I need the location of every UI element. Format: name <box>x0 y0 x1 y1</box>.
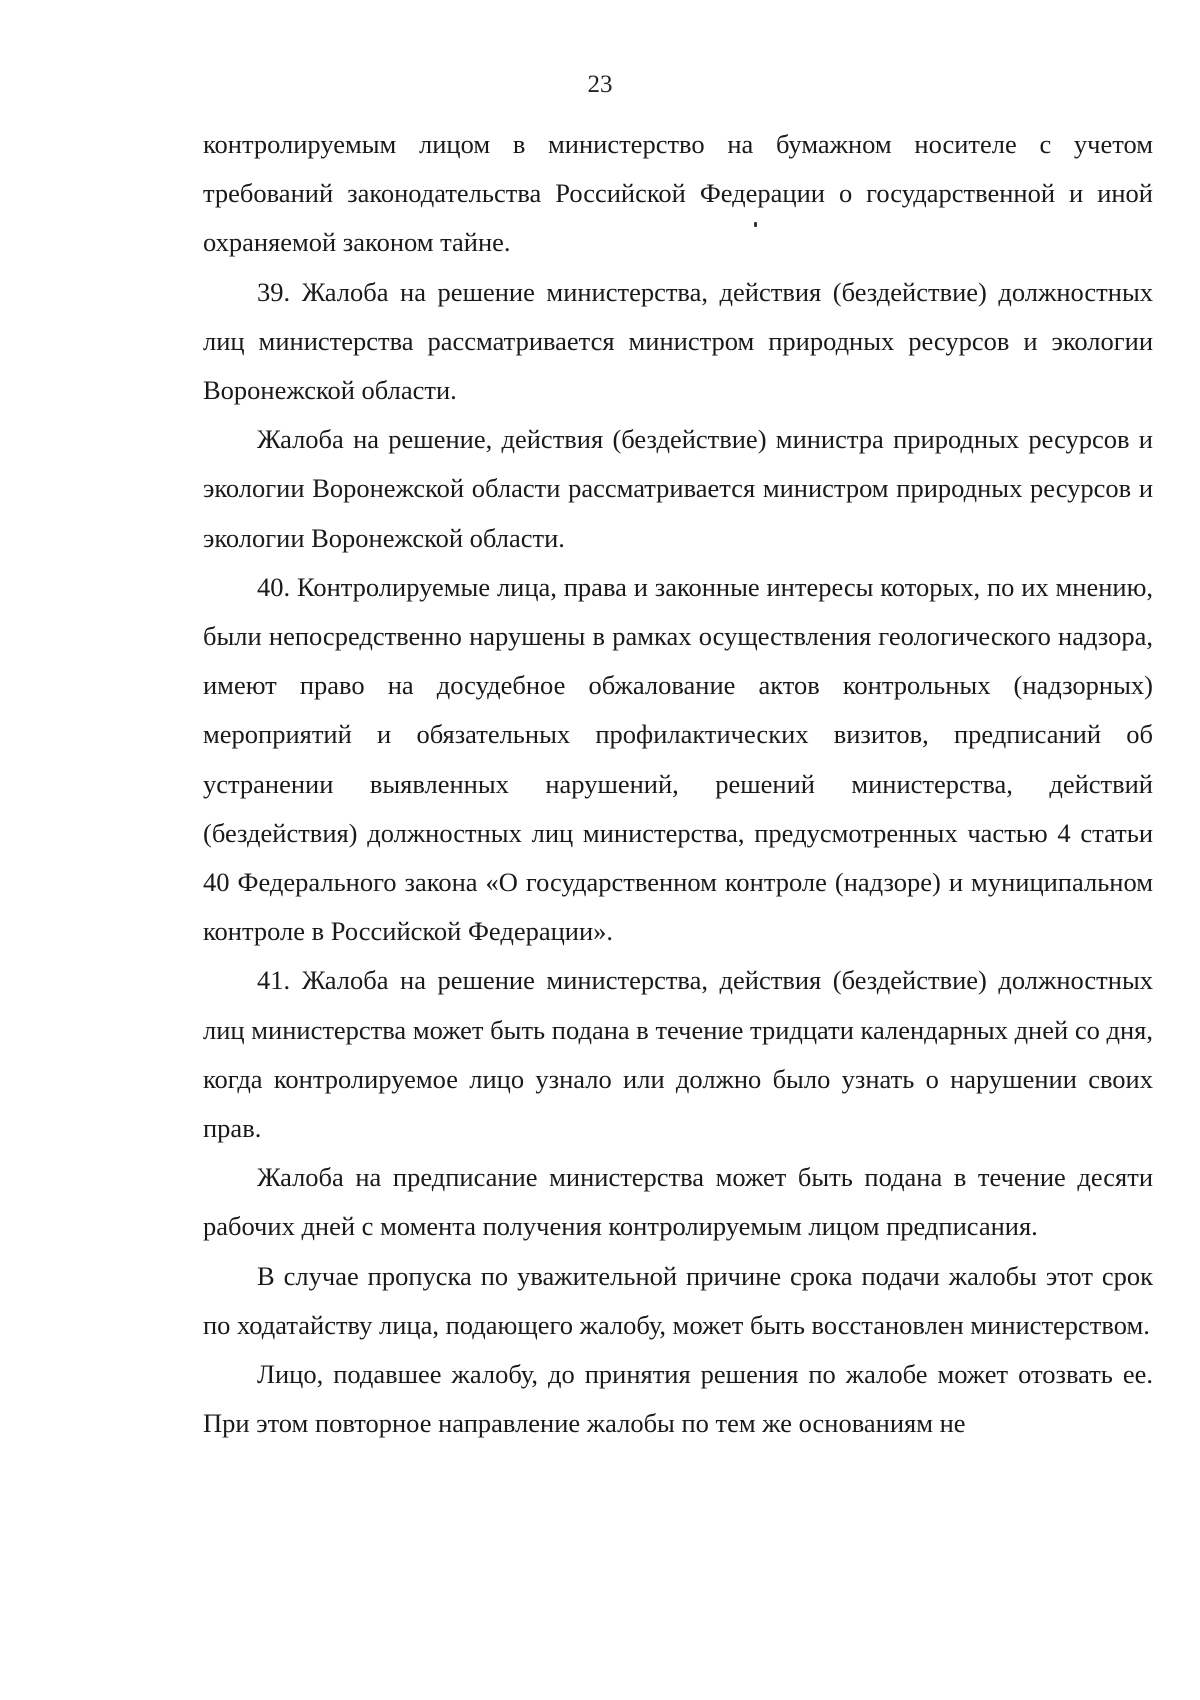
paragraph-39: 39. Жалоба на решение министерства, действия (бездействие) должностных лиц министерства рассматривается министром природных ресурсов и экологии Воронежской области. <box>203 276 1153 406</box>
paragraph-41-withdrawal: Лицо, подавшее жалобу, до принятия решения по жалобе может отозвать ее. При этом повторное направление жалобы по тем же основаниям не <box>203 1359 1153 1439</box>
paragraph-41: 41. Жалоба на решение министерства, действия (бездействие) должностных лиц министерства может быть подана в течение тридцати календарных дней со дня, когда контролируемое лицо узнало или должно было узнать о нарушении своих прав. <box>203 965 1153 1144</box>
paragraph-41-restoration: В случае пропуска по уважительной причине срока подачи жалобы этот срок по ходатайству лица, подающего жалобу, может быть восстановлен министерством. <box>203 1260 1153 1340</box>
page-number: 23 <box>587 71 613 98</box>
paragraph-41-prescription: Жалоба на предписание министерства может быть подана в течение десяти рабочих дней с момента получения контролируемым лицом предписания. <box>203 1162 1153 1242</box>
document-body <box>203 120 1153 1448</box>
paragraph-40: 40. Контролируемые лица, права и законные интересы которых, по их мнению, были непосредственно нарушены в рамках осуществления геологического надзора, имеют право на досудебное обжалование актов контрольных (надзорных) мероприятий и обязательных профилактических визитов, предписаний об устранении выявленных нарушений, решений министерства, действий (бездействия) должностных лиц министерства, предусмотренных частью 4 статьи 40 Федерального закона «О государственном контроле (надзоре) и муниципальном контроле в Российской Федерации». <box>203 571 1153 947</box>
paragraph-continuation: контролируемым лицом в министерство на бумажном носителе с учетом требований законодательства Российской Федерации о государственной и иной охраняемой законом тайне. <box>203 129 1153 258</box>
paragraph-39-complaint-minister: Жалоба на решение, действия (бездействие) министра природных ресурсов и экологии Воронежской области рассматривается министром природных ресурсов и экологии Воронежской области. <box>203 424 1153 553</box>
